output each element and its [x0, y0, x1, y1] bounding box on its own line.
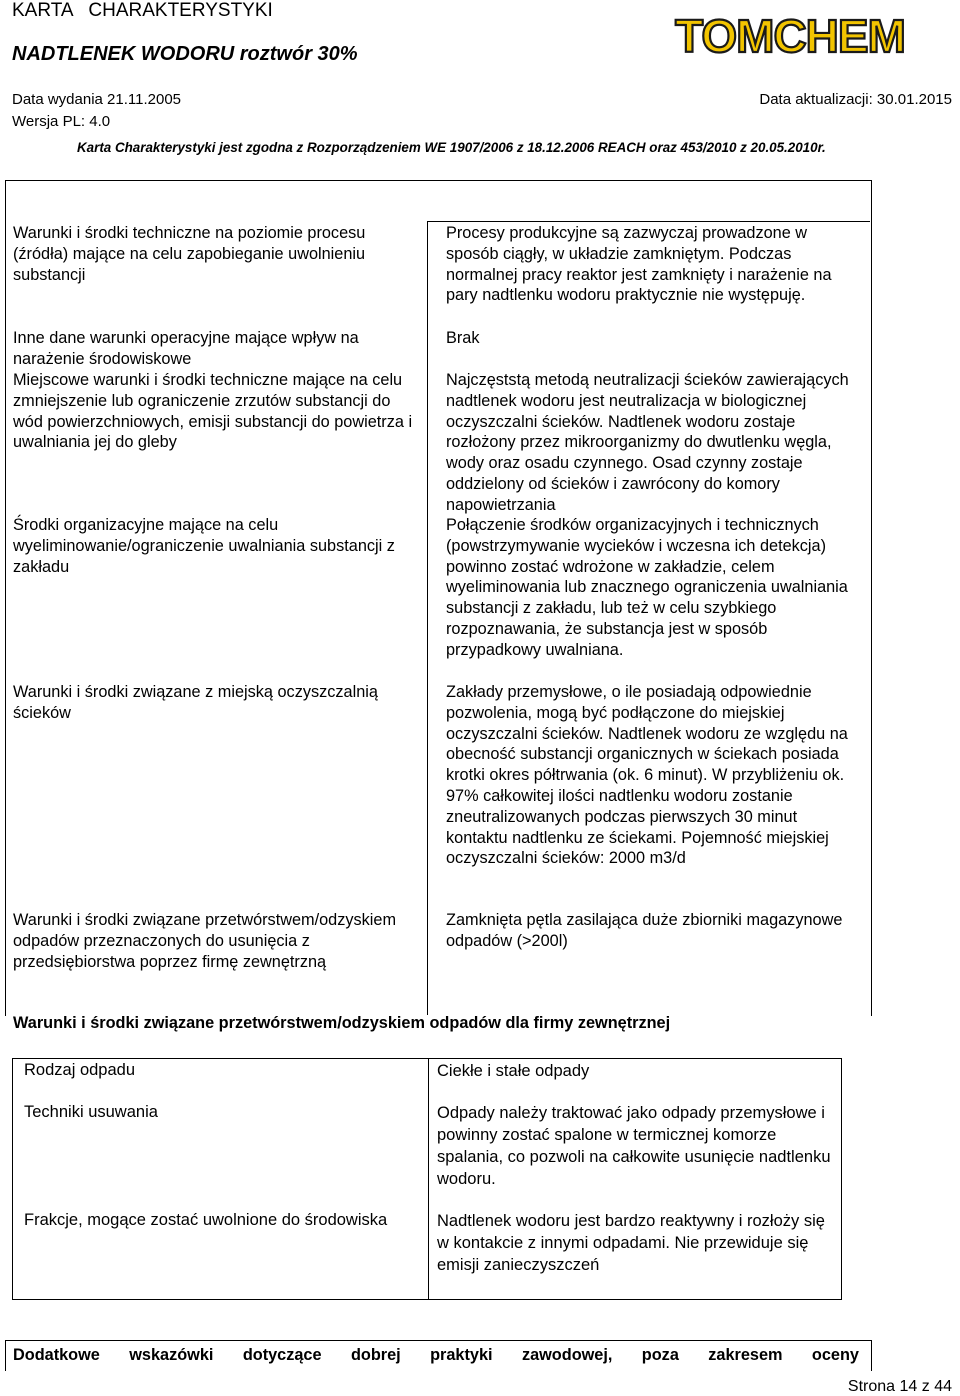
row-value-local-measures: Najczęststą metodą neutralizacji ścieków zawierających nadtlenek wodoru jest neutralizacja w biologicznej oczyszczalni ścieków. Nadtlenek wodoru zostaje rozłożony przez mikroorganizmy do dwutlenku węgla, wody oraz osadu czynnego. Osad czynny zostaje oddzielony od ścieków i zawrócony do komory napowietrzania: [446, 371, 849, 514]
disposal-techniques-label: Techniki usuwania: [24, 1103, 158, 1121]
row-value-waste-processing: Zamknięta pętla zasilająca duże zbiorniki magazynowe odpadów (>200l): [446, 911, 843, 950]
row-label-municipal-treatment: Warunki i środki związane z miejską oczyszczalnią ścieków: [13, 683, 378, 722]
row-value-process-measures: Procesy produkcyjne są zazwyczaj prowadzone w sposób ciągły, w układzie zamkniętym. Podczas normalnej pracy reaktor jest zamknięty i narażenie na pary nadtlenku wodoru praktycznie nie występuję.: [446, 224, 832, 305]
row-value-municipal-treatment: Zakłady przemysłowe, o ile posiadają odpowiednie pozwolenia, mogą być podłączone do miejskiej oczyszczalni ścieków. Nadtlenek wodoru ze względu na obecność substancji organicznych w ściekach posiada krotki okres półtrwania (ok. 6 minut). W przybliżeniu ok. 97% całkowitej ilości nadtlenku wodoru zostanie zneutralizowanych podczas pierwszych 30 minut kontaktu nadtlenku ze ściekami. Pojemność miejskiej oczyszczalni ścieków: 2000 m3/d: [446, 683, 848, 868]
company-logo: [665, 0, 915, 78]
row-value-operational-conditions: Brak: [446, 329, 480, 347]
disposal-techniques-value: Odpady należy traktować jako odpady przemysłowe i powinny zostać spalone w termicznej komorze spalania, co pozwoli na całkowite usunięcie nadtlenku wodoru.: [437, 1104, 831, 1188]
version: Wersja PL: 4.0: [12, 113, 111, 130]
waste-table-divider: [428, 1058, 429, 1300]
released-fractions-value: Nadtlenek wodoru jest bardzo reaktywny i rozłoży się w kontakcie z innymi odpadami. Nie przewiduje się emisji zanieczyszczeń: [437, 1212, 825, 1274]
guidance-word: dotyczące: [242, 1346, 322, 1364]
logo-text: TOMCHEM: [675, 10, 905, 62]
tomchem-logo-icon: [665, 0, 915, 78]
row-value-organizational-measures: Połączenie środków organizacyjnych i technicznych (powstrzymywanie wycieków i wczesna ich detekcja) powinno zostać wdrożone w zakładzie, celem wyeliminowania lub znacznego ograniczenia uwalniania substancji z zakładu, lub też w celu szybkiego rozpoznawania, że substancja jest w sposób przypadkowy uwalniana.: [446, 516, 848, 659]
regulation-note: Karta Charakterystyki jest zgodna z Rozporządzeniem WE 1907/2006 z 18.12.2006 REACH oraz 453/2010 z 20.05.2010r.: [77, 140, 826, 155]
row-divider: [428, 221, 870, 222]
waste-type-label: Rodzaj odpadu: [24, 1061, 136, 1079]
issue-date: Data wydania 21.11.2005: [12, 91, 182, 108]
row-label-organizational-measures: Środki organizacyjne mające na celu wyeliminowanie/ograniczenie uwalniania substancji z zakładu: [13, 516, 395, 576]
page-number: Strona 14 z 44: [847, 1378, 952, 1395]
waste-section-heading: Warunki i środki związane przetwórstwem/odzyskiem odpadów dla firmy zewnętrznej: [13, 1014, 671, 1032]
waste-type-value: Ciekłe i stałe odpady: [437, 1062, 590, 1080]
guidance-word: praktyki: [430, 1346, 493, 1364]
guidance-word: dobrej: [350, 1346, 401, 1364]
row-label-operational-conditions: Inne dane warunki operacyjne mające wpływ na narażenie środowiskowe: [13, 329, 359, 368]
column-divider: [427, 221, 428, 1015]
document-type: KARTA CHARAKTERYSTYKI: [12, 0, 273, 21]
row-label-process-measures: Warunki i środki techniczne na poziomie procesu (źródła) mające na celu zapobieganie uwolnieniu substancji: [13, 224, 366, 284]
update-date: Data aktualizacji: 30.01.2015: [759, 91, 952, 108]
guidance-word: wskazówki: [129, 1346, 214, 1364]
row-label-local-measures: Miejscowe warunki i środki techniczne mające na celu zmniejszenie lub ograniczenie zrzutów substancji do wód powierzchniowych, emisji substancji do powietrza i uwalniania jej do gleby: [13, 371, 413, 452]
released-fractions-label: Frakcje, mogące zostać uwolnione do środowiska: [24, 1211, 388, 1229]
guidance-word: zakresem: [708, 1346, 783, 1364]
guidance-word: poza: [641, 1346, 679, 1364]
row-label-waste-processing: Warunki i środki związane przetwórstwem/odzyskiem odpadów przeznaczonych do usunięcia z przedsiębiorstwa poprzez firmę zewnętrzną: [13, 911, 397, 971]
product-name: NADTLENEK WODORU roztwór 30%: [12, 43, 358, 65]
guidance-word: zawodowej,: [521, 1346, 613, 1364]
additional-guidance-text: [13, 1346, 859, 1365]
guidance-word: oceny: [811, 1346, 859, 1364]
guidance-word: Dodatkowe: [13, 1346, 100, 1364]
